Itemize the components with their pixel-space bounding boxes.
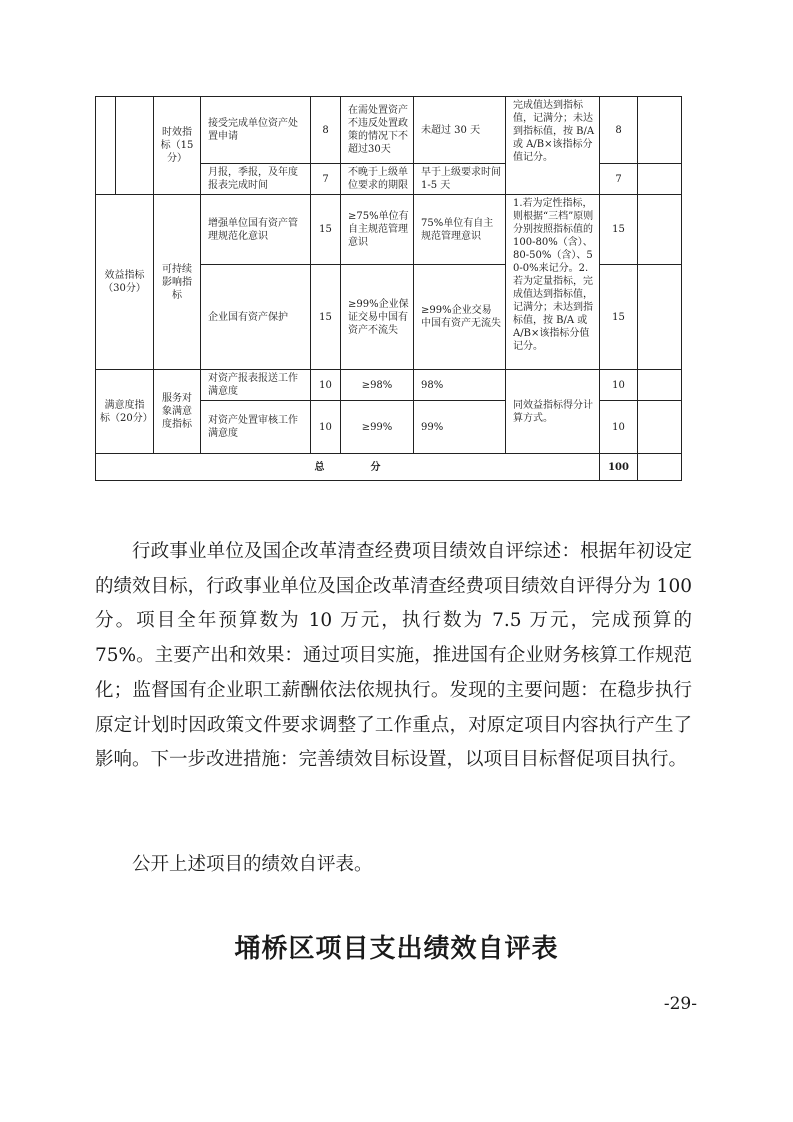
- total-row: [96, 454, 682, 481]
- total-label-b: 分: [370, 461, 381, 473]
- note-cell: [638, 97, 682, 164]
- method-cell: 同效益指标得分计算方式。: [506, 370, 600, 454]
- indicator-cell: 企业国有资产保护: [201, 265, 311, 370]
- section-heading: 埇桥区项目支出绩效自评表: [234, 934, 559, 964]
- table-row: [96, 370, 682, 401]
- target-cell: ≥99%企业保证交易中国有资产不流失: [341, 265, 414, 370]
- category-cell: [96, 97, 116, 195]
- note-cell: [638, 195, 682, 265]
- weight-cell: 10: [311, 401, 341, 454]
- disclosure-paragraph: 公开上述项目的绩效自评表。: [132, 854, 373, 875]
- indicator-cell: 增强单位国有资产管理规范化意识: [201, 195, 311, 265]
- target-cell: ≥75%单位有自主规范管理意识: [341, 195, 414, 265]
- category-cell: 满意度指标（20分）: [96, 370, 154, 454]
- indicator-cell: 接受完成单位资产处置申请: [201, 97, 311, 164]
- total-label-a: 总: [314, 461, 325, 473]
- score-cell: 8: [600, 97, 638, 164]
- method-cell: 完成值达到指标值，记满分；未达到指标值，按 B/A 或 A/B×该指标分值记分。: [506, 97, 600, 195]
- total-note: [638, 454, 682, 481]
- note-cell: [638, 164, 682, 195]
- score-cell: 7: [600, 164, 638, 195]
- score-cell: 10: [600, 401, 638, 454]
- indicator-cell: 对资产处置审核工作满意度: [201, 401, 311, 454]
- note-cell: [638, 265, 682, 370]
- score-cell: 15: [600, 195, 638, 265]
- category-cell: 效益指标（30分）: [96, 195, 154, 370]
- actual-cell: 75%单位有自主规范管理意识: [414, 195, 506, 265]
- performance-table: [95, 96, 682, 481]
- page-number: -29-: [663, 994, 697, 1014]
- weight-cell: 15: [311, 195, 341, 265]
- weight-cell: 15: [311, 265, 341, 370]
- summary-paragraph: 行政事业单位及国企改革清查经费项目绩效自评综述：根据年初设定的绩效目标，行政事业单位及国企改革清查经费项目绩效自评得分为 100 分。项目全年预算数为 10 万元，执行数为 7.5 万元，完成预算的 75%。主要产出和效果：通过项目实施，推进国有企业财务核算工作规范化；监督国有企业职工薪酬依法依规执行。发现的主要问题：在稳步执行原定计划时因政策文件要求调整了工作重点，对原定项目内容执行产生了影响。下一步改进措施：完善绩效目标设置，以项目目标督促项目执行。: [95, 541, 692, 771]
- actual-cell: 早于上级要求时间 1-5 天: [414, 164, 506, 195]
- actual-cell: 99%: [414, 401, 506, 454]
- weight-cell: 7: [311, 164, 341, 195]
- target-cell: ≥98%: [341, 370, 414, 401]
- target-cell: 不晚于上级单位要求的期限: [341, 164, 414, 195]
- subcategory-cell: 时效指标（15分）: [154, 97, 201, 195]
- indicator-cell: 月报，季报，及年度报表完成时间: [201, 164, 311, 195]
- weight-cell: 8: [311, 97, 341, 164]
- note-cell: [638, 370, 682, 401]
- actual-cell: ≥99%企业交易中国有资产无流失: [414, 265, 506, 370]
- note-cell: [638, 401, 682, 454]
- target-cell: 在需处置资产不违反处置政策的情况下不超过30天: [341, 97, 414, 164]
- target-cell: ≥99%: [341, 401, 414, 454]
- total-score: 100: [600, 454, 638, 481]
- method-cell: 1.若为定性指标，则根据“三档”原则分别按照指标值的 100-80%（含）、80-50%（含）、50-0%来记分。2.若为定量指标，完成值达到指标值，记满分；未达到指标值，按 B/A 或 A/B×该指标分值记分。: [506, 195, 600, 370]
- total-label: [96, 454, 600, 481]
- score-cell: 15: [600, 265, 638, 370]
- table-row: [96, 195, 682, 265]
- actual-cell: 98%: [414, 370, 506, 401]
- weight-cell: 10: [311, 370, 341, 401]
- subcategory-cell: 服务对象满意度指标: [154, 370, 201, 454]
- subcategory-cell: 可持续影响指标: [154, 195, 201, 370]
- table-row: [96, 97, 682, 164]
- actual-cell: 未超过 30 天: [414, 97, 506, 164]
- indicator-cell: 对资产报表报送工作满意度: [201, 370, 311, 401]
- score-cell: 10: [600, 370, 638, 401]
